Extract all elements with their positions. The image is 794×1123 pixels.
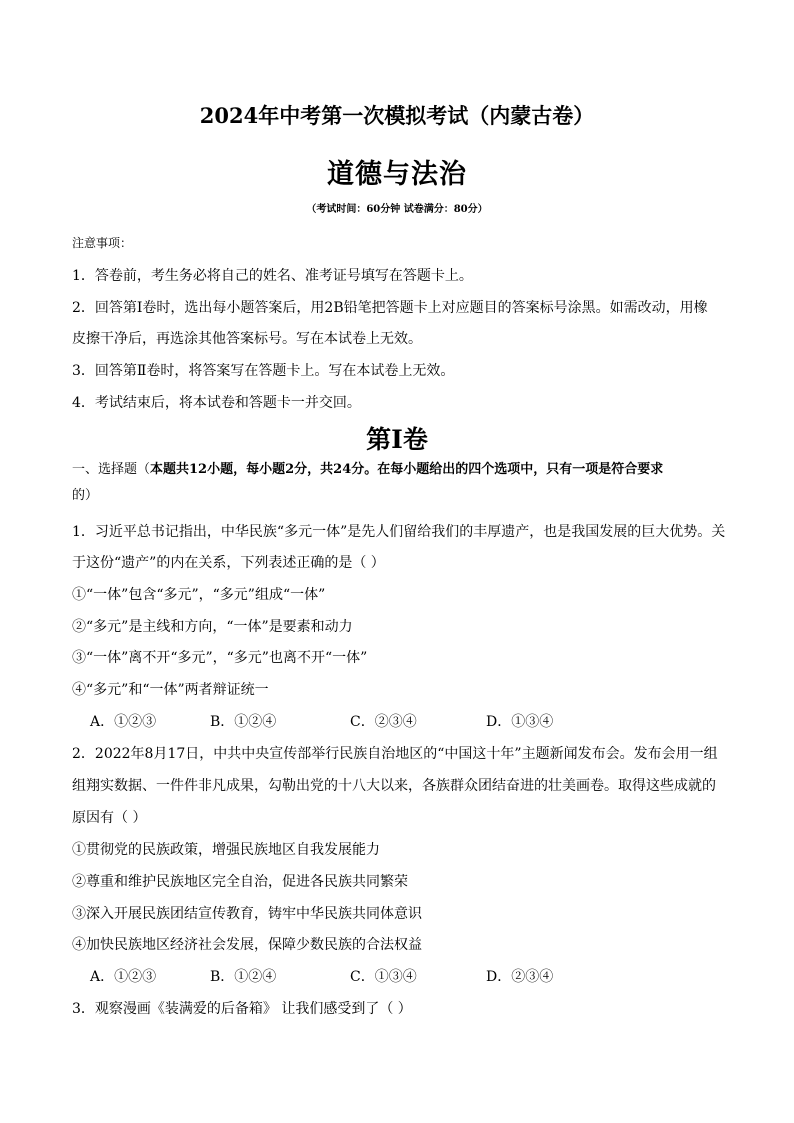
question-1-statement: ②“多元”是主线和方向，“一体”是要素和动力 — [72, 619, 353, 635]
question-1-statement: ④“多元”和“一体”两者辩证统一 — [72, 682, 269, 698]
option-d[interactable]: D．②③④ — [486, 969, 554, 985]
section-continuation: 的） — [72, 488, 99, 503]
option-a[interactable]: A．①②③ — [90, 969, 157, 985]
option-b[interactable]: B．①②④ — [210, 969, 277, 985]
option-a[interactable]: A．①②③ — [90, 714, 157, 730]
option-c[interactable]: C．①③④ — [350, 969, 417, 985]
option-c[interactable]: C．②③④ — [350, 714, 417, 730]
section-lead: 一、选择题（ — [72, 462, 151, 477]
question-1-statement: ③“一体”离不开“多元”，“多元”也离不开“一体” — [72, 650, 368, 666]
notice-line: 4．考试结束后，将本试卷和答题卡一并交回。 — [72, 395, 361, 411]
section-rules: 本题共12小题，每小题2分，共24分。在每小题给出的四个选项中，只有一项是符合要求 — [150, 462, 664, 477]
question-1-stem: 于这份“遗产”的内在关系，下列表述正确的是（ ） — [72, 555, 385, 571]
question-1-statement: ①“一体”包含“多元”，“多元”组成“一体” — [72, 587, 326, 603]
notice-heading: 注意事项： — [72, 236, 133, 250]
notice-line: 3．回答第Ⅱ卷时，将答案写在答题卡上。写在本试卷上无效。 — [72, 363, 455, 379]
question-2-statement: ④加快民族地区经济社会发展，保障少数民族的合法权益 — [72, 937, 422, 953]
question-1-options — [90, 712, 690, 732]
volume-title: 第Ⅰ卷 — [366, 425, 428, 454]
notice-line: 皮擦干净后，再选涂其他答案标号。写在本试卷上无效。 — [72, 331, 422, 347]
exam-title: 2024年中考第一次模拟考试（内蒙古卷） — [199, 103, 595, 128]
option-d[interactable]: D．①③④ — [486, 714, 554, 730]
option-b[interactable]: B．①②④ — [210, 714, 277, 730]
question-2-statement: ②尊重和维护民族地区完全自治，促进各民族共同繁荣 — [72, 874, 408, 890]
question-2-statement: ③深入开展民族团结宣传教育，铸牢中华民族共同体意识 — [72, 906, 422, 922]
subject-title: 道德与法治 — [327, 159, 467, 190]
question-2-stem: 原因有（ ） — [72, 810, 147, 826]
exam-info: （考试时间：60分钟 试卷满分：80分） — [306, 204, 488, 215]
notice-line: 2．回答第Ⅰ卷时，选出每小题答案后，用2B铅笔把答题卡上对应题目的答案标号涂黑。如需改动，用橡 — [72, 300, 708, 316]
section-heading — [72, 460, 722, 480]
question-2-statement: ①贯彻党的民族政策，增强民族地区自我发展能力 — [72, 842, 380, 858]
question-2-stem: 2．2022年8月17日，中共中央宣传部举行民族自治地区的“中国这十年”主题新闻发布会。发布会用一组 — [72, 746, 718, 762]
question-3-stem: 3．观察漫画《装满爱的后备箱》 让我们感受到了（ ） — [72, 1001, 412, 1017]
notice-line: 1．答卷前，考生务必将自己的姓名、准考证号填写在答题卡上。 — [72, 268, 473, 284]
question-2-stem: 组翔实数据、一件件非凡成果，勾勒出党的十八大以来，各族群众团结奋进的壮美画卷。取得这些成就的 — [72, 778, 716, 794]
question-1-stem: 1．习近平总书记指出，中华民族“多元一体”是先人们留给我们的丰厚遗产，也是我国发展的巨大优势。关 — [72, 524, 726, 540]
question-2-options — [90, 967, 690, 987]
